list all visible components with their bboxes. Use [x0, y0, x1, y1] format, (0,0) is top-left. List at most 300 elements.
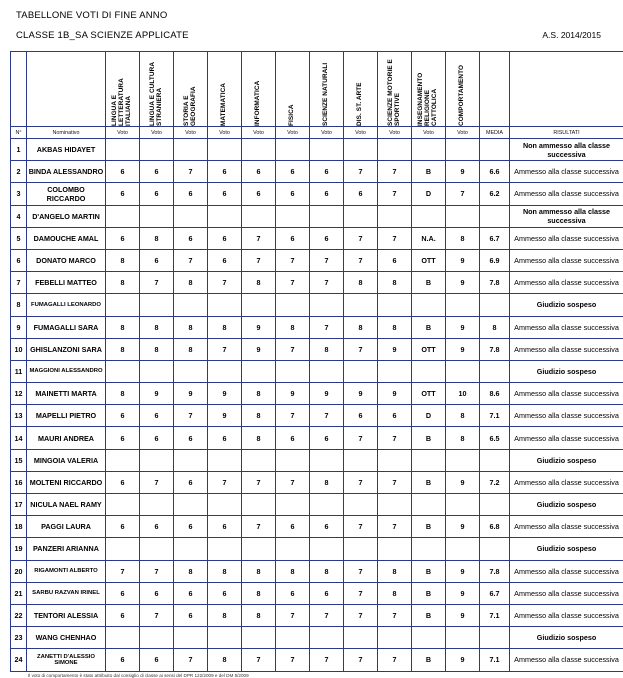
grade-cell — [310, 449, 344, 471]
grade-cell: 7 — [242, 249, 276, 271]
rot-wrap — [208, 52, 241, 126]
table-row — [11, 227, 623, 249]
grade-cell: 7 — [344, 582, 378, 604]
grade-cell: 6 — [310, 183, 344, 205]
media-cell: 7.8 — [480, 272, 510, 294]
result-cell: Non ammesso alla classe successiva — [510, 139, 623, 161]
student-name: FEBELLI MATTEO — [27, 272, 106, 294]
grade-cell: 6 — [208, 427, 242, 449]
grade-cell — [446, 294, 480, 316]
grade-cell: 8 — [446, 405, 480, 427]
student-name: ZANETTI D'ALESSIO SIMONE — [27, 649, 106, 671]
grade-cell — [106, 205, 140, 227]
grade-cell: 7 — [344, 649, 378, 671]
grade-cell — [208, 294, 242, 316]
table-row — [11, 139, 623, 161]
grade-cell: 8 — [140, 316, 174, 338]
result-cell: Ammesso alla classe successiva — [510, 516, 623, 538]
grade-cell: 6 — [208, 249, 242, 271]
grade-cell: 6 — [208, 516, 242, 538]
table-footnote: Il voto di comportamento è stato attribuito dal consiglio di classe ai sensi del DPR 122/2009 e del DM 5/2009 — [10, 673, 613, 678]
table-row — [11, 649, 623, 671]
grade-cell — [106, 449, 140, 471]
grade-cell — [242, 294, 276, 316]
grade-cell — [412, 538, 446, 560]
grade-cell: B — [412, 516, 446, 538]
grade-cell: 6 — [174, 183, 208, 205]
result-cell: Ammesso alla classe successiva — [510, 338, 623, 360]
grade-cell — [242, 360, 276, 382]
grade-cell — [208, 139, 242, 161]
result-cell: Ammesso alla classe successiva — [510, 227, 623, 249]
grade-cell — [344, 360, 378, 382]
subject-header-label: STORIA E GEOGRAFIA — [184, 53, 198, 126]
grade-cell: B — [412, 560, 446, 582]
student-name: TENTORI ALESSIA — [27, 604, 106, 626]
row-number: 13 — [11, 405, 27, 427]
grade-cell: 7 — [140, 272, 174, 294]
row-number: 23 — [11, 627, 27, 649]
header-media: MEDIA — [480, 127, 510, 139]
subject-header-label: MATEMATICA — [221, 53, 228, 126]
table-row — [11, 383, 623, 405]
table-header-rotated-row — [11, 52, 623, 127]
result-cell: Ammesso alla classe successiva — [510, 604, 623, 626]
grade-cell: D — [412, 183, 446, 205]
grade-cell: 6 — [208, 161, 242, 183]
media-cell: 6.6 — [480, 161, 510, 183]
grade-cell: 8 — [208, 604, 242, 626]
grade-cell: 7 — [378, 604, 412, 626]
grade-cell: 6 — [106, 427, 140, 449]
grade-cell: 7 — [310, 249, 344, 271]
grade-cell — [174, 494, 208, 516]
grade-cell: 8 — [310, 338, 344, 360]
student-name: MAGGIONI ALESSANDRO — [27, 360, 106, 382]
result-cell: Ammesso alla classe successiva — [510, 161, 623, 183]
header-voto-6: Voto — [310, 127, 344, 139]
grade-cell: 8 — [106, 249, 140, 271]
result-cell: Ammesso alla classe successiva — [510, 183, 623, 205]
grade-cell: 6 — [344, 405, 378, 427]
grade-cell: 9 — [446, 316, 480, 338]
row-number: 20 — [11, 560, 27, 582]
grade-cell — [140, 627, 174, 649]
grade-cell — [378, 205, 412, 227]
grade-cell — [140, 449, 174, 471]
header-voto-10: Voto — [446, 127, 480, 139]
table-row — [11, 249, 623, 271]
grade-cell: 6 — [174, 516, 208, 538]
grade-cell: 7 — [378, 161, 412, 183]
grade-cell: 6 — [208, 582, 242, 604]
subject-header-9 — [412, 52, 446, 127]
row-number: 14 — [11, 427, 27, 449]
grade-cell: 7 — [378, 183, 412, 205]
grade-cell: B — [412, 272, 446, 294]
table-row — [11, 272, 623, 294]
grade-cell — [242, 205, 276, 227]
media-cell — [480, 205, 510, 227]
student-name: RIGAMONTI ALBERTO — [27, 560, 106, 582]
grade-cell: 7 — [276, 649, 310, 671]
grade-cell — [208, 449, 242, 471]
grade-cell: 6 — [276, 427, 310, 449]
grade-cell: 6 — [276, 183, 310, 205]
grade-cell — [446, 360, 480, 382]
media-cell — [480, 627, 510, 649]
grade-cell: 9 — [276, 383, 310, 405]
subject-header-label: INSEGNAMENTO RELIGIONE CATTOLICA — [418, 53, 439, 126]
table-row — [11, 360, 623, 382]
header-spacer-media — [480, 52, 510, 127]
grade-cell — [412, 449, 446, 471]
student-name: SARBU RAZVAN IRINEL — [27, 582, 106, 604]
grade-cell: 8 — [344, 272, 378, 294]
grade-cell — [106, 627, 140, 649]
grade-cell — [344, 139, 378, 161]
grade-cell: 7 — [174, 405, 208, 427]
grade-cell: 9 — [378, 383, 412, 405]
media-cell: 8 — [480, 316, 510, 338]
subject-header-label: FISICA — [289, 53, 296, 126]
student-name: NICULA NAEL RAMY — [27, 494, 106, 516]
grade-cell — [174, 538, 208, 560]
grade-cell — [242, 494, 276, 516]
grade-cell: 6 — [310, 582, 344, 604]
grade-cell: 8 — [378, 560, 412, 582]
header-voto-4: Voto — [242, 127, 276, 139]
table-subheader-row — [11, 127, 623, 139]
grades-table-body — [11, 52, 623, 672]
grade-cell: 7 — [344, 560, 378, 582]
grade-cell: 9 — [446, 272, 480, 294]
subject-header-8 — [378, 52, 412, 127]
grade-cell: 6 — [378, 405, 412, 427]
grade-cell — [446, 449, 480, 471]
header-spacer-num — [11, 52, 27, 127]
media-cell — [480, 139, 510, 161]
subject-header-label: INFORMATICA — [255, 53, 262, 126]
grade-cell: 7 — [140, 471, 174, 493]
grade-cell — [140, 205, 174, 227]
grade-cell: 9 — [208, 383, 242, 405]
result-cell: Giudizio sospeso — [510, 494, 623, 516]
result-cell: Ammesso alla classe successiva — [510, 316, 623, 338]
grade-cell — [106, 294, 140, 316]
grade-cell: 6 — [174, 227, 208, 249]
grade-cell: 7 — [174, 649, 208, 671]
media-cell: 6.2 — [480, 183, 510, 205]
table-row — [11, 560, 623, 582]
result-cell: Giudizio sospeso — [510, 294, 623, 316]
media-cell: 7.1 — [480, 405, 510, 427]
grade-cell: 7 — [276, 338, 310, 360]
table-row — [11, 538, 623, 560]
table-row — [11, 516, 623, 538]
grade-cell: 6 — [106, 227, 140, 249]
rot-wrap — [344, 52, 377, 126]
row-number: 19 — [11, 538, 27, 560]
grade-cell — [208, 494, 242, 516]
grade-cell: 8 — [242, 582, 276, 604]
grade-cell — [276, 205, 310, 227]
grade-cell — [446, 139, 480, 161]
table-row — [11, 627, 623, 649]
grade-cell: B — [412, 649, 446, 671]
row-number: 5 — [11, 227, 27, 249]
grade-cell: 8 — [276, 560, 310, 582]
grade-cell — [344, 449, 378, 471]
subject-header-label: DIS. ST. ARTE — [357, 53, 364, 126]
grade-cell — [242, 139, 276, 161]
grade-cell: 6 — [140, 249, 174, 271]
grade-cell: 7 — [242, 471, 276, 493]
grade-cell: 6 — [106, 183, 140, 205]
class-label: CLASSE 1B_SA SCIENZE APPLICATE — [16, 30, 189, 41]
student-name: FUMAGALLI SARA — [27, 316, 106, 338]
result-cell: Giudizio sospeso — [510, 538, 623, 560]
grade-cell: 6 — [242, 161, 276, 183]
grade-cell — [174, 205, 208, 227]
grade-cell: 9 — [446, 560, 480, 582]
grade-cell: 8 — [208, 649, 242, 671]
subject-header-label: SCIENZE MOTORIE E SPORTIVE — [388, 53, 402, 126]
grade-cell — [378, 360, 412, 382]
grade-cell: 6 — [310, 516, 344, 538]
table-row — [11, 405, 623, 427]
table-row — [11, 161, 623, 183]
grade-cell — [446, 627, 480, 649]
result-cell: Giudizio sospeso — [510, 360, 623, 382]
rot-wrap — [276, 52, 309, 126]
grade-cell: 6 — [106, 161, 140, 183]
grade-cell: 7 — [378, 516, 412, 538]
table-row — [11, 294, 623, 316]
grade-cell: 9 — [242, 316, 276, 338]
grade-cell: 6 — [106, 582, 140, 604]
grade-cell: OTT — [412, 383, 446, 405]
grade-cell — [276, 294, 310, 316]
grade-cell — [378, 538, 412, 560]
grade-cell — [344, 627, 378, 649]
media-cell: 7.8 — [480, 560, 510, 582]
rot-wrap — [174, 52, 207, 126]
student-name: D'ANGELO MARTIN — [27, 205, 106, 227]
grade-cell — [344, 294, 378, 316]
header-results: RISULTATI — [510, 127, 623, 139]
grade-cell — [378, 139, 412, 161]
grade-cell: 6 — [106, 649, 140, 671]
grade-cell: 9 — [446, 338, 480, 360]
grade-cell: 7 — [242, 649, 276, 671]
grade-cell — [310, 538, 344, 560]
media-cell — [480, 360, 510, 382]
grade-cell: 9 — [174, 383, 208, 405]
student-name: MINGOIA VALERIA — [27, 449, 106, 471]
grade-cell — [106, 360, 140, 382]
table-row — [11, 582, 623, 604]
grade-cell: 7 — [310, 316, 344, 338]
table-row — [11, 604, 623, 626]
grade-cell: 7 — [378, 649, 412, 671]
media-cell: 6.5 — [480, 427, 510, 449]
grade-cell: 6 — [344, 183, 378, 205]
media-cell — [480, 494, 510, 516]
subject-header-7 — [344, 52, 378, 127]
grade-cell: 8 — [106, 338, 140, 360]
grade-cell: 9 — [140, 383, 174, 405]
grade-cell: 6 — [174, 582, 208, 604]
grade-cell: 7 — [310, 272, 344, 294]
media-cell: 8.6 — [480, 383, 510, 405]
grade-cell: 8 — [174, 560, 208, 582]
row-number: 2 — [11, 161, 27, 183]
subject-header-2 — [174, 52, 208, 127]
grade-cell — [174, 139, 208, 161]
grade-cell: 9 — [446, 649, 480, 671]
grade-cell: 6 — [378, 249, 412, 271]
grade-cell: 8 — [310, 471, 344, 493]
table-row — [11, 494, 623, 516]
media-cell: 6.9 — [480, 249, 510, 271]
grade-cell: 8 — [140, 338, 174, 360]
header-voto-9: Voto — [412, 127, 446, 139]
grade-cell: 8 — [242, 560, 276, 582]
grade-cell: 6 — [140, 405, 174, 427]
grade-cell — [310, 627, 344, 649]
grade-cell: 6 — [174, 604, 208, 626]
grade-cell: 9 — [446, 604, 480, 626]
grade-cell — [378, 627, 412, 649]
grade-cell: B — [412, 471, 446, 493]
grade-cell: 7 — [242, 227, 276, 249]
grade-cell: B — [412, 582, 446, 604]
grade-cell: 7 — [310, 604, 344, 626]
grade-cell: 7 — [344, 427, 378, 449]
student-name: BINDA ALESSANDRO — [27, 161, 106, 183]
grade-cell: 8 — [242, 383, 276, 405]
grade-cell: 8 — [344, 316, 378, 338]
result-cell: Ammesso alla classe successiva — [510, 272, 623, 294]
subject-header-3 — [208, 52, 242, 127]
grade-cell — [310, 139, 344, 161]
grade-cell — [412, 294, 446, 316]
subject-header-4 — [242, 52, 276, 127]
grade-cell — [412, 205, 446, 227]
grade-cell: 7 — [378, 427, 412, 449]
grade-cell: 6 — [310, 427, 344, 449]
grade-cell — [174, 294, 208, 316]
grade-cell: 10 — [446, 383, 480, 405]
grade-cell: 9 — [446, 161, 480, 183]
grade-cell: B — [412, 316, 446, 338]
grade-cell: 8 — [242, 405, 276, 427]
media-cell — [480, 538, 510, 560]
row-number: 16 — [11, 471, 27, 493]
grade-cell — [344, 494, 378, 516]
grade-cell: 7 — [276, 249, 310, 271]
grade-cell — [174, 360, 208, 382]
grade-cell: OTT — [412, 249, 446, 271]
rot-wrap — [446, 52, 479, 126]
result-cell: Ammesso alla classe successiva — [510, 582, 623, 604]
header-num: N° — [11, 127, 27, 139]
grade-cell: 6 — [208, 227, 242, 249]
media-cell: 7.1 — [480, 604, 510, 626]
grade-cell: 8 — [378, 316, 412, 338]
student-name: PAGGI LAURA — [27, 516, 106, 538]
grade-cell — [310, 494, 344, 516]
media-cell: 7.8 — [480, 338, 510, 360]
grade-cell: 8 — [208, 560, 242, 582]
row-number: 9 — [11, 316, 27, 338]
grade-cell — [174, 627, 208, 649]
grade-cell — [106, 538, 140, 560]
grade-cell: 7 — [174, 249, 208, 271]
grade-cell — [242, 538, 276, 560]
grade-cell: 8 — [106, 272, 140, 294]
subject-header-label: LINGUA E CULTURA STRANIERA — [150, 53, 164, 126]
grade-cell — [174, 449, 208, 471]
subject-header-5 — [276, 52, 310, 127]
subject-header-6 — [310, 52, 344, 127]
grade-cell: 6 — [140, 582, 174, 604]
grade-cell: 7 — [174, 161, 208, 183]
grade-cell — [276, 494, 310, 516]
grade-cell: 8 — [446, 227, 480, 249]
grade-cell: 7 — [378, 227, 412, 249]
media-cell: 7.1 — [480, 649, 510, 671]
result-cell: Giudizio sospeso — [510, 627, 623, 649]
grade-cell: 9 — [446, 249, 480, 271]
grade-cell — [446, 205, 480, 227]
grade-cell — [276, 360, 310, 382]
student-name: MOLTENI RICCARDO — [27, 471, 106, 493]
grade-cell: 8 — [446, 427, 480, 449]
row-number: 18 — [11, 516, 27, 538]
student-name: COLOMBO RICCARDO — [27, 183, 106, 205]
grades-table — [10, 51, 623, 672]
row-number: 10 — [11, 338, 27, 360]
grade-cell — [446, 494, 480, 516]
grade-cell — [276, 449, 310, 471]
grade-cell: 6 — [140, 183, 174, 205]
grade-cell — [276, 139, 310, 161]
rot-wrap — [378, 52, 411, 126]
result-cell: Ammesso alla classe successiva — [510, 427, 623, 449]
grade-cell — [208, 205, 242, 227]
grade-cell: 6 — [310, 161, 344, 183]
grade-cell: 7 — [446, 183, 480, 205]
grade-cell — [106, 139, 140, 161]
media-cell — [480, 294, 510, 316]
grade-cell: 6 — [140, 516, 174, 538]
row-number: 6 — [11, 249, 27, 271]
row-number: 17 — [11, 494, 27, 516]
grade-cell: B — [412, 604, 446, 626]
grade-cell: 7 — [344, 227, 378, 249]
student-name: GHISLANZONI SARA — [27, 338, 106, 360]
header-spacer-results — [510, 52, 623, 127]
grade-cell: 6 — [276, 516, 310, 538]
grade-cell: 9 — [208, 405, 242, 427]
school-year-label: A.S. 2014/2015 — [542, 30, 607, 40]
grade-cell — [208, 627, 242, 649]
grade-cell — [140, 360, 174, 382]
grade-cell: 6 — [242, 183, 276, 205]
result-cell: Ammesso alla classe successiva — [510, 471, 623, 493]
